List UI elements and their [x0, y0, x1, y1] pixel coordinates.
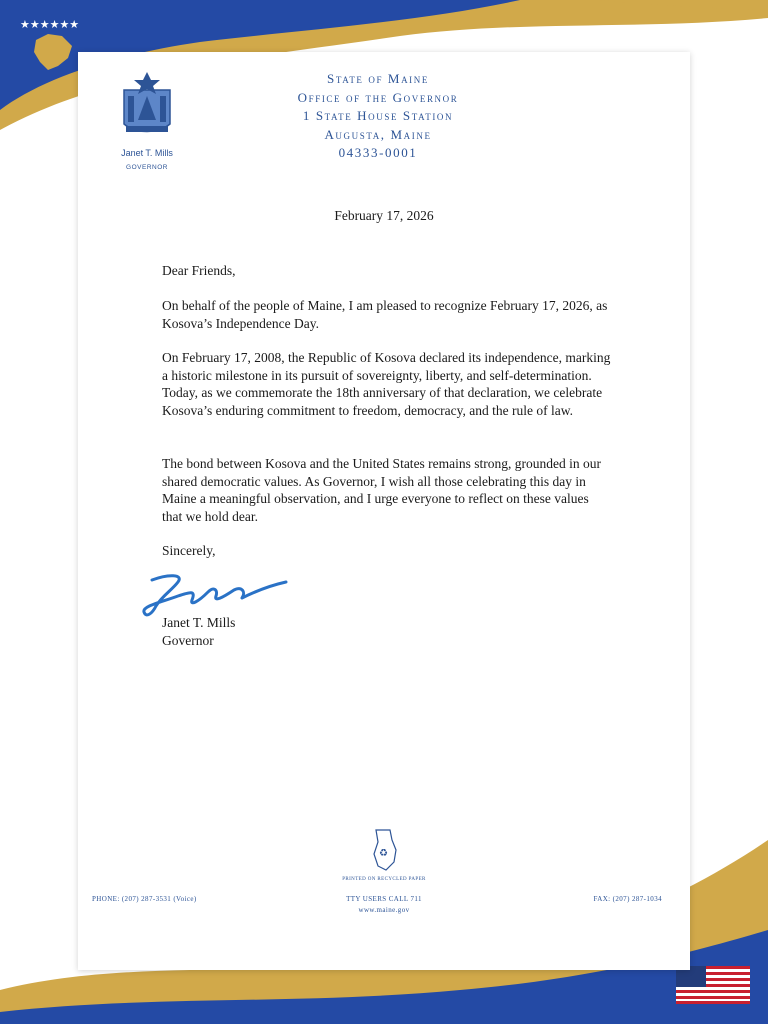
closing: Sincerely, — [162, 543, 216, 558]
letter-page — [78, 52, 690, 970]
letterhead-street: 1 State House Station — [302, 108, 454, 123]
paragraph-2: On February 17, 2008, the Republic of Kosova declared its independence, marking a historic milestone in its pursuit of sovereignty, liberty, and self-determination. Today, as we commemorate the 18th anniversary of that declaration, we celebrate Kosova’s enduring commitment to freedom, democracy, and the rule of law. — [162, 350, 611, 418]
footer-tty: TTY USERS CALL 711 — [346, 895, 422, 903]
signer-name: Janet T. Mills — [162, 615, 236, 630]
letterhead-zip: 04333-0001 — [338, 145, 418, 160]
us-flag-icon — [676, 966, 750, 1004]
footer-phone: PHONE: (207) 287-3531 (Voice) — [92, 895, 197, 903]
letterhead-state: State of Maine — [327, 71, 429, 86]
signer-title: Governor — [162, 633, 214, 648]
governor-title: GOVERNOR — [126, 164, 168, 171]
maine-recycle-icon — [372, 828, 398, 872]
maine-seal-icon — [118, 70, 176, 138]
footer-website: www.maine.gov — [358, 906, 410, 914]
salutation: Dear Friends, — [162, 263, 236, 278]
recycled-paper-note: PRINTED ON RECYCLED PAPER — [342, 877, 426, 882]
letterhead-city: Augusta, Maine — [324, 126, 432, 142]
letterhead-office: Office of the Governor — [297, 89, 459, 105]
letterhead — [228, 70, 528, 163]
svg-text:★★★★★★: ★★★★★★ — [20, 18, 80, 31]
footer-fax: FAX: (207) 287-1034 — [593, 895, 662, 903]
governor-name: Janet T. Mills — [121, 148, 173, 158]
paragraph-3: The bond between Kosova and the United States remains strong, grounded in our shared democratic values. As Governor, I wish all those celebrating this day in Maine a meaningful observation, and I urge everyone to reflect on these values that we hold dear. — [162, 456, 602, 524]
letter-date: February 17, 2026 — [334, 208, 434, 223]
svg-text:♻: ♻ — [379, 848, 388, 859]
paragraph-1: On behalf of the people of Maine, I am pleased to recognize February 17, 2026, as Kosova’s Independence Day. — [162, 298, 608, 331]
